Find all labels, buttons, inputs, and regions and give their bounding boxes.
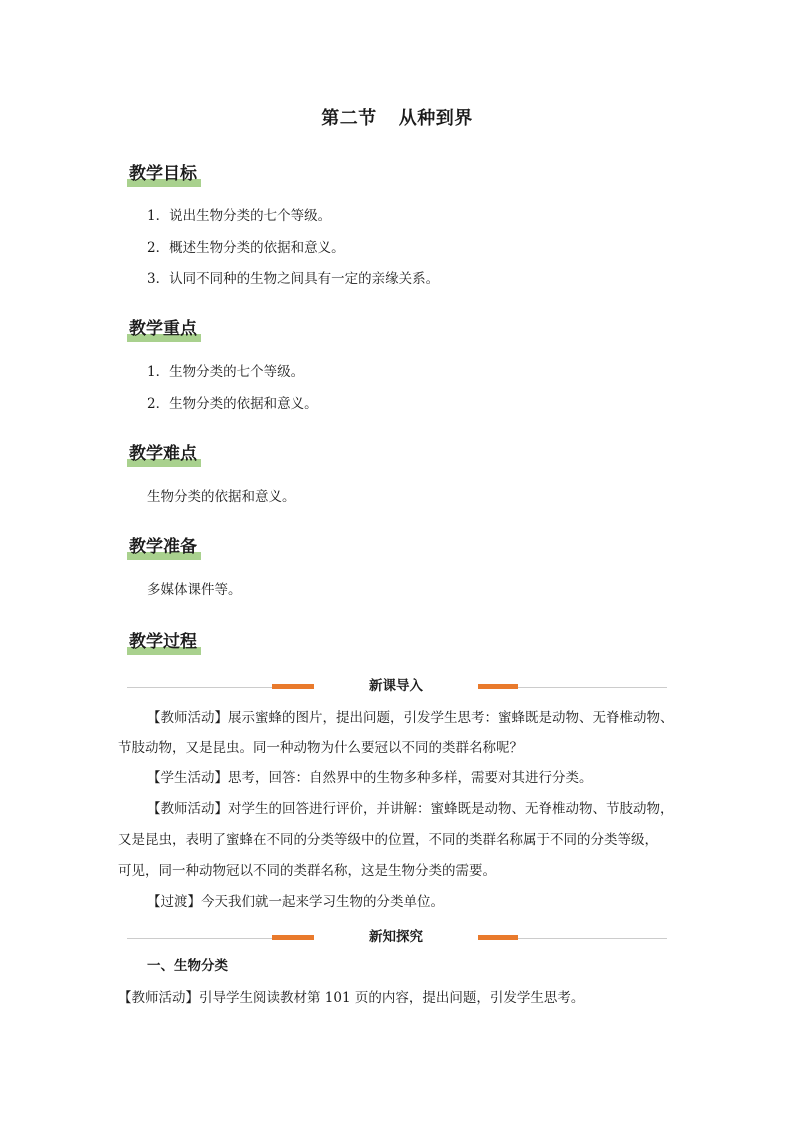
intro-line-1: 【教师活动】展示蜜蜂的图片，提出问题，引发学生思考：蜜蜂既是动物、无脊椎动物、 (147, 710, 674, 726)
key-point-item-1: 1．生物分类的七个等级。 (147, 364, 305, 380)
divider-label: 新课导入 (369, 678, 423, 694)
divider-bar-left (272, 684, 314, 689)
intro-line-4: 【教师活动】对学生的回答进行评价，并讲解：蜜蜂既是动物、无脊椎动物、节肢动物， (147, 801, 674, 817)
intro-line-2: 节肢动物，又是昆虫。同一种动物为什么要冠以不同的类群名称呢？ (118, 740, 523, 756)
divider-bar-right (478, 935, 518, 940)
divider-label: 新知探究 (369, 929, 423, 945)
divider-explore (127, 929, 667, 953)
heading-process: 教学过程 (127, 629, 199, 655)
heading-preparation: 教学准备 (127, 534, 199, 560)
objective-item-3: 3．认同不同种的生物之间具有一定的亲缘关系。 (147, 271, 440, 287)
heading-difficulties: 教学难点 (127, 441, 199, 467)
page-title-topic: 从种到界 (398, 108, 473, 129)
divider-bar-left (272, 935, 314, 940)
key-point-item-2: 2．生物分类的依据和意义。 (147, 396, 318, 412)
difficulties-text: 生物分类的依据和意义。 (147, 489, 296, 505)
heading-key-points: 教学重点 (127, 316, 199, 342)
heading-objectives: 教学目标 (127, 161, 199, 187)
divider-bar-right (478, 684, 518, 689)
intro-line-6: 可见，同一种动物冠以不同的类群名称，这是生物分类的需要。 (118, 863, 496, 879)
explore-subheading: 一、生物分类 (147, 958, 228, 974)
preparation-text: 多媒体课件等。 (147, 582, 242, 598)
intro-line-7: 【过渡】今天我们就一起来学习生物的分类单位。 (147, 894, 444, 910)
intro-line-3: 【学生活动】思考，回答：自然界中的生物多种多样，需要对其进行分类。 (147, 770, 593, 786)
intro-line-5: 又是昆虫，表明了蜜蜂在不同的分类等级中的位置，不同的类群名称属于不同的分类等级， (118, 832, 658, 848)
objective-item-2: 2．概述生物分类的依据和意义。 (147, 240, 345, 256)
explore-line-1: 【教师活动】引导学生阅读教材第 101 页的内容，提出问题，引发学生思考。 (118, 990, 585, 1006)
divider-rule-left (127, 938, 272, 939)
objective-item-1: 1．说出生物分类的七个等级。 (147, 208, 332, 224)
page-title (0, 104, 794, 130)
divider-intro (127, 678, 667, 702)
divider-rule-right (518, 687, 667, 688)
divider-rule-right (518, 938, 667, 939)
divider-rule-left (127, 687, 272, 688)
page-title-section: 第二节 (321, 108, 377, 129)
